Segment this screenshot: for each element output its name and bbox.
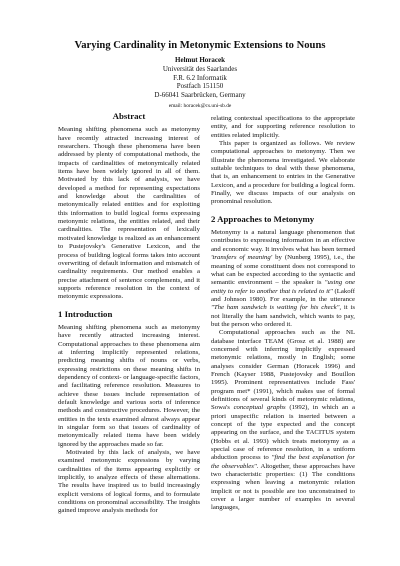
author-affiliation-3: Postfach 151150 (176, 82, 224, 91)
author-affiliation-2: F.R. 6.2 Informatik (173, 73, 227, 82)
abstract-text: Meaning shifting phenomena such as metonymy have recently attracted increasing interest of researchers. Though these phenomena have been addressed by plenty of computational methods, the impacts of cardinalities of metonymically related items have been widely ignored in all of them. Motivated by this lack of analysis, we have developed a method for representing expectations and knowledge about the cardinalities of metonymically related entities and for exploiting this information to build logical forms expressing metonymic relations, the entities related, and their cardinalities. The representation of lexically motivated knowledge is realized as an enhancement to Pustejovsky's Generative Lexicon, and the process of building logical forms takes into account overwriting of default information and mismatch of cardinality requirements. Our method enables a precise attachment of sentence complements, and it supports reference resolution in the context of metonymic expressions. (58, 126, 200, 301)
approaches-p1-part-a: Metonymy is a natural language phenomenon that contributes to expressing information in an effective and economic way. It involves what has been termed (211, 229, 355, 253)
intro-paragraph-4: This paper is organized as follows. We review computational approaches to metonymy. Then we illustrate the phenomena investigated. We elaborate suitable techniques to deal with these phenomena, that is, an enhancement to entries in the Generative Lexicon, and a procedure for building a logical form. Finally, we discuss impacts of our analysis on pronominal resolution. (211, 140, 355, 206)
paper-title: Varying Cardinality in Metonymic Extensions to Nouns (74, 40, 326, 51)
author-affiliation-1: Universität des Saarlandes (162, 64, 238, 73)
approaches-heading: 2 Approaches to Metonymy (211, 213, 315, 224)
approaches-p2-part-c: . Altogether, these approaches have two characteristic properties: (1) The conditions expressing when leaving a metonymic relation implicit or not is possible are too unconstrained to cover a larger number of examples in several languages, (211, 462, 355, 512)
author-affiliation-4: D-66041 Saarbrücken, Germany (154, 91, 246, 100)
approaches-paragraph-1 (211, 229, 355, 329)
left-column (58, 112, 200, 516)
approaches-p2-part-b: (1992), in which an a priori unspecific relation is inserted between a concept of the type expected and the concept appearing on the surface, and the TACITUS system (Hobbs et al. 1993) which treats metonymy as a special case of reference resolution, in a uniform abduction process to (211, 404, 356, 462)
intro-paragraph-3: relating contextual specifications to the appropriate entity, and for supporting reference resolution to entities related implicitly. (211, 115, 355, 139)
approaches-paragraph-2 (211, 329, 355, 513)
approaches-p1-part-c: (Lakoff and Johnson 1980). For example, in the utterance (211, 287, 355, 303)
approaches-p2-part-a: Computational approaches such as the NL database interface TEAM (Grosz et al. 1988) are concerned with inferring implicitly expressed metonymic relations, mostly in English; some analyses consider German (Horacek 1996) and French (Kayser 1988, Pustejovsky and Bouillon 1995). Prominent representatives include Fass' program met* (1991), which makes use of formal definitions of several kinds of metonymic relations, Sowa's (211, 329, 355, 412)
intro-paragraph-2: Motivated by this lack of analysis, we have examined metonymic expressions by varying cardinalities of the items appearing explicitly or implicitly, to analyze effects of these alternations. The results have inspired us to build increasingly explicit versions of logical forms, and to formulate conditions on pronominal accessibility. The insights gained improve analysis methods for (58, 449, 200, 515)
approaches-p2-quote: "find the best explanation for the observables" (211, 454, 355, 470)
introduction-heading: 1 Introduction (58, 308, 113, 319)
author-block (0, 56, 400, 111)
approaches-p1-quote-3: "The ham sandwich is waiting for his check" (211, 304, 340, 312)
right-column (211, 115, 355, 513)
approaches-p2-term: conceptual graphs (233, 404, 286, 412)
approaches-p1-quote-1: 'transfers of meaning' (211, 254, 273, 262)
approaches-p1-quote-2: "using one entity to refer to another that is related to it" (211, 279, 355, 295)
approaches-p1-part-b: by (Nunberg 1995), i.e., the meaning of some constituent does not correspond to what can be expected according to the syntactic and semantic environment – the speaker is (211, 254, 355, 287)
abstract-heading: Abstract (112, 111, 146, 121)
intro-paragraph-1: Meaning shifting phenomena such as metonymy have recently attracted increasing interest. Computational approaches to these phenomena aim at inferring implicitly represented relations, predicting meaning shifts of nouns or verbs, expressing restrictions on these meaning shifts in dependency of context- or language-specific factors, and facilitating reference resolution. Measures to achieve these issues include representation of default knowledge and various sorts of inference methods and constructive procedures. However, the entities in the texts examined almost always appear in singular form so that issues of cardinality of metonymically related items have been widely ignored by the approaches made so far. (58, 323, 200, 448)
author-email: email: horacek@cs.uni-sb.de (168, 102, 232, 109)
approaches-p1-part-d: , it is not literally the ham sandwich, which wants to pay, but the person who ordered it. (211, 304, 355, 328)
author-name: Helmut Horacek (175, 56, 225, 64)
